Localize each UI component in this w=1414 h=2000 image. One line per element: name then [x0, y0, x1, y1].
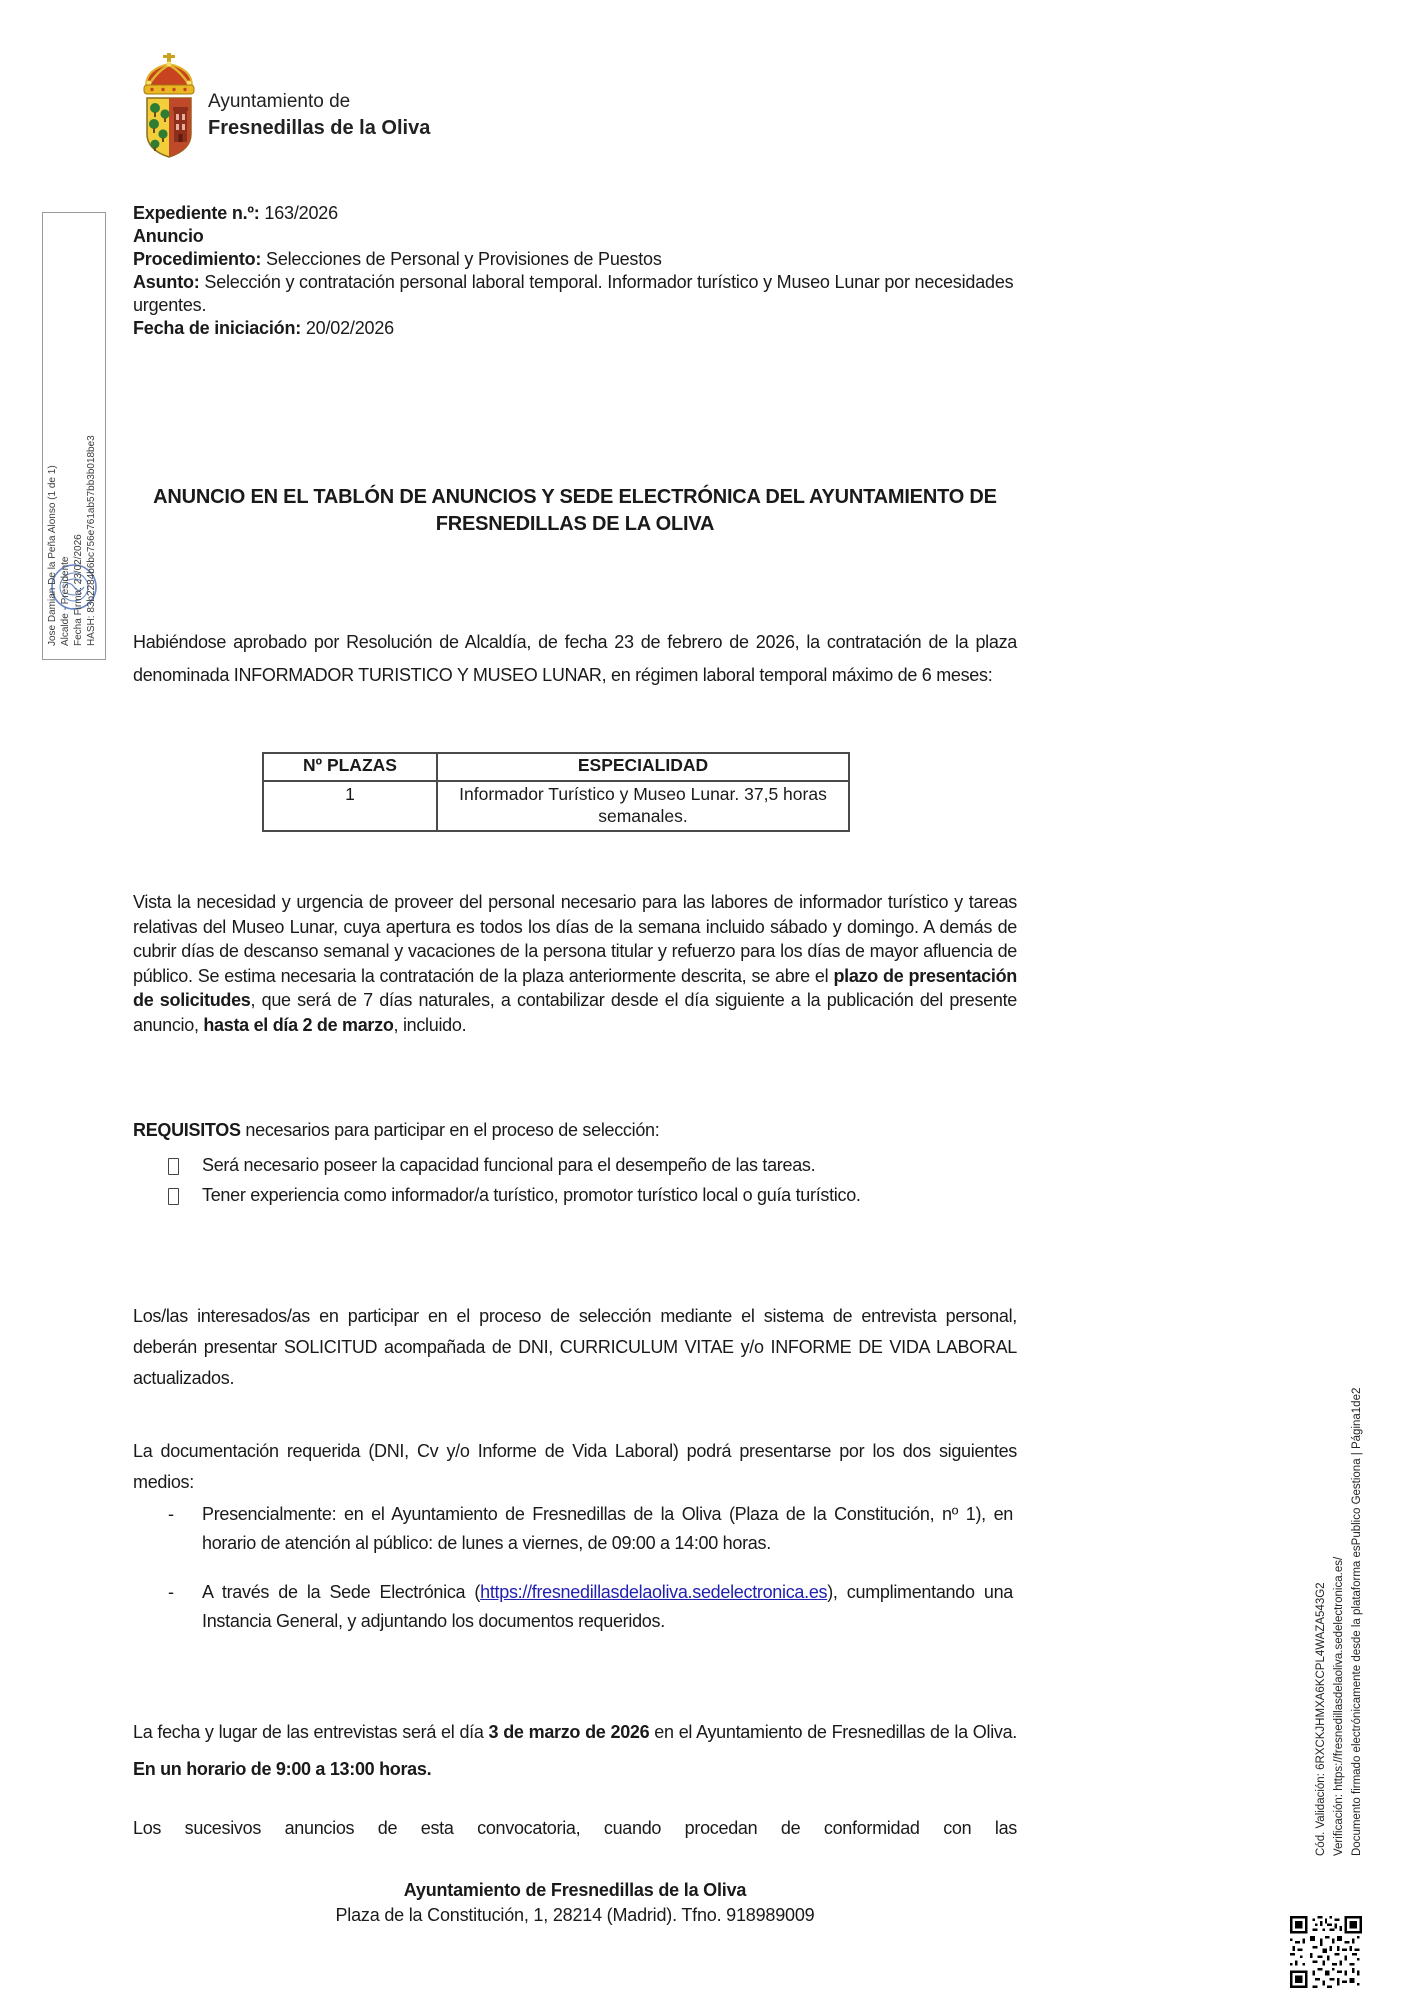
- list-item: [168, 1578, 1013, 1636]
- entrevistas-mid: en el Ayuntamiento de Fresnedillas de la Oliva.: [649, 1722, 1018, 1742]
- expediente-metadata: [133, 202, 1017, 340]
- checkbox-glyph-icon: [168, 1152, 202, 1182]
- signature-strip: [47, 338, 98, 646]
- fecha-value: 20/02/2026: [301, 318, 394, 338]
- anuncio-line: [133, 225, 1017, 248]
- header-num-plazas: Nº PLAZAS: [263, 753, 437, 781]
- vista-fecha-bold: hasta el día 2 de marzo: [203, 1014, 394, 1035]
- asunto-label: Asunto:: [133, 272, 200, 292]
- paragraph-vista: [133, 890, 1017, 1037]
- coat-of-arms-logo-icon: [137, 52, 201, 164]
- expediente-line: [133, 202, 1017, 225]
- coat-of-arms-svg: [137, 52, 201, 164]
- plazas-table: [262, 752, 850, 832]
- entrevistas-horario-bold: En un horario de 9:00 a 13:00 horas.: [133, 1759, 432, 1779]
- dash-marker: -: [168, 1582, 174, 1602]
- signature-line-name: Jose Damian De la Peña Alonso (1 de 1): [47, 465, 58, 646]
- organization-name: [208, 88, 430, 142]
- paragraph-interesados: Los/las interesados/as en participar en el proceso de selección mediante el sistema de entrevista personal, deberán presentar SOLICITUD acompañada de DNI, CURRICULUM VITAE y/o INFORME DE VIDA LABORAL actualizados.: [133, 1306, 1017, 1388]
- page-title: ANUNCIO EN EL TABLÓN DE ANUNCIOS Y SEDE ELECTRÓNICA DEL AYUNTAMIENTO DE FRESNEDILLAS DE LA OLIVA: [153, 486, 997, 535]
- requisito-1: Será necesario poseer la capacidad funcional para el desempeño de las tareas.: [202, 1155, 816, 1175]
- signature-line-hash: HASH: 83b2284b6bc756e761ab57bb3b018be3: [86, 435, 97, 646]
- asunto-line: [133, 271, 1017, 317]
- entrevistas-pre: La fecha y lugar de las entrevistas será el día: [133, 1722, 489, 1742]
- medio-electronico-pre: A través de la Sede Electrónica (: [202, 1582, 481, 1602]
- table-row: [263, 781, 849, 831]
- validation-url: Verificación: https://fresnedillasdelaoliva.sedelectronica.es/: [1333, 1556, 1345, 1856]
- dash-marker: -: [168, 1504, 174, 1524]
- procedimiento-line: [133, 248, 1017, 271]
- header-especialidad: ESPECIALIDAD: [437, 753, 849, 781]
- requisitos-list: [168, 1152, 1013, 1212]
- list-item: [168, 1152, 1013, 1182]
- expediente-value: 163/2026: [259, 203, 338, 223]
- fecha-label: Fecha de iniciación:: [133, 318, 302, 338]
- list-item: [168, 1182, 1013, 1212]
- medio-presencial: Presencialmente: en el Ayuntamiento de Fresnedillas de la Oliva (Plaza de la Constitución, nº 1), en horario de atención al público: de lunes a viernes, de 09:00 a 14:00 horas.: [202, 1504, 1013, 1553]
- checkbox-glyph-icon: [168, 1182, 202, 1212]
- vista-pre: Vista la necesidad y urgencia de proveer del personal necesario para las labores de informador turístico y tareas relativas del Museo Lunar, cuya apertura es todos los días de la semana incluido sábado y domingo. A demás de cubrir días de descanso semanal y vacaciones de la persona titular y refuerzo para los días de mayor afluencia de público. Se estima necesaria la contratación de la plaza anteriormente descrita, se abre el: [133, 892, 1017, 986]
- sede-electronica-link[interactable]: https://fresnedillasdelaoliva.sedelectronica.es: [480, 1582, 828, 1602]
- cell-especialidad: Informador Turístico y Museo Lunar. 37,5 horas semanales.: [437, 781, 849, 831]
- paragraph-requisitos: [133, 1118, 1017, 1142]
- requisitos-rest: necesarios para participar en el proceso de selección:: [240, 1120, 660, 1140]
- paragraph-entrevistas: [133, 1714, 1017, 1788]
- paragraph-intro: Habiéndose aprobado por Resolución de Alcaldía, de fecha 23 de febrero de 2026, la contratación de la plaza denominada INFORMADOR TURISTICO Y MUSEO LUNAR, en régimen laboral temporal máximo de 6 meses:: [133, 632, 1017, 685]
- asunto-value: Selección y contratación personal laboral temporal. Informador turístico y Museo Lunar por necesidades urgentes.: [133, 272, 1014, 315]
- signature-line-role: Alcalde - Presidente: [60, 556, 71, 646]
- validation-strip: [1314, 998, 1364, 1856]
- vista-end: , incluido.: [393, 1014, 467, 1035]
- cell-num-plazas: 1: [263, 781, 437, 831]
- paragraph-sucesivos: Los sucesivos anuncios de esta convocatoria, cuando procedan de conformidad con las: [133, 1818, 1017, 1838]
- footer-address: Plaza de la Constitución, 1, 28214 (Madrid). Tfno. 918989009: [335, 1905, 815, 1925]
- footer-org-name: Ayuntamiento de Fresnedillas de la Oliva: [403, 1880, 747, 1900]
- table-header-row: [263, 753, 849, 781]
- validation-code: Cód. Validación: 6RXCKJHMXA6KCPL4WAZA543G2: [1315, 1582, 1327, 1856]
- requisitos-label: REQUISITOS: [133, 1120, 241, 1140]
- medios-list: [168, 1500, 1013, 1656]
- anuncio-label: Anuncio: [133, 226, 204, 246]
- expediente-label: Expediente n.º:: [133, 203, 260, 223]
- fecha-line: [133, 317, 1017, 340]
- entrevistas-fecha-bold: 3 de marzo de 2026: [488, 1722, 650, 1742]
- vista-plazo-bold: plazo de presentación de solicitudes: [133, 965, 1017, 1010]
- org-name-line1: Ayuntamiento de: [208, 91, 351, 112]
- qr-code: [1290, 1916, 1362, 1988]
- medio-electronico: [202, 1578, 1013, 1636]
- vista-mid: , que será de 7 días naturales, a contabilizar desde el día siguiente a la publicación del presente anuncio,: [133, 990, 1017, 1035]
- requisito-2: Tener experiencia como informador/a turístico, promotor turístico local o guía turístico.: [202, 1185, 861, 1205]
- org-name-line2: Fresnedillas de la Oliva: [208, 117, 431, 139]
- list-item: [168, 1500, 1013, 1558]
- signature-line-date: Fecha Firma: 23/02/2026: [73, 534, 84, 646]
- procedimiento-label: Procedimiento:: [133, 249, 262, 269]
- procedimiento-value: Selecciones de Personal y Provisiones de Puestos: [261, 249, 662, 269]
- validation-platform: Documento firmado electrónicamente desde la plataforma esPublico Gestiona | Página1de2: [1351, 1387, 1363, 1856]
- medio-electronico-post: ), cumplimentando una Instancia General, y adjuntando los documentos requeridos.: [202, 1582, 1013, 1631]
- page-footer: [133, 1878, 1017, 1928]
- paragraph-documentacion: La documentación requerida (DNI, Cv y/o Informe de Vida Laboral) podrá presentarse por los dos siguientes medios:: [133, 1441, 1017, 1492]
